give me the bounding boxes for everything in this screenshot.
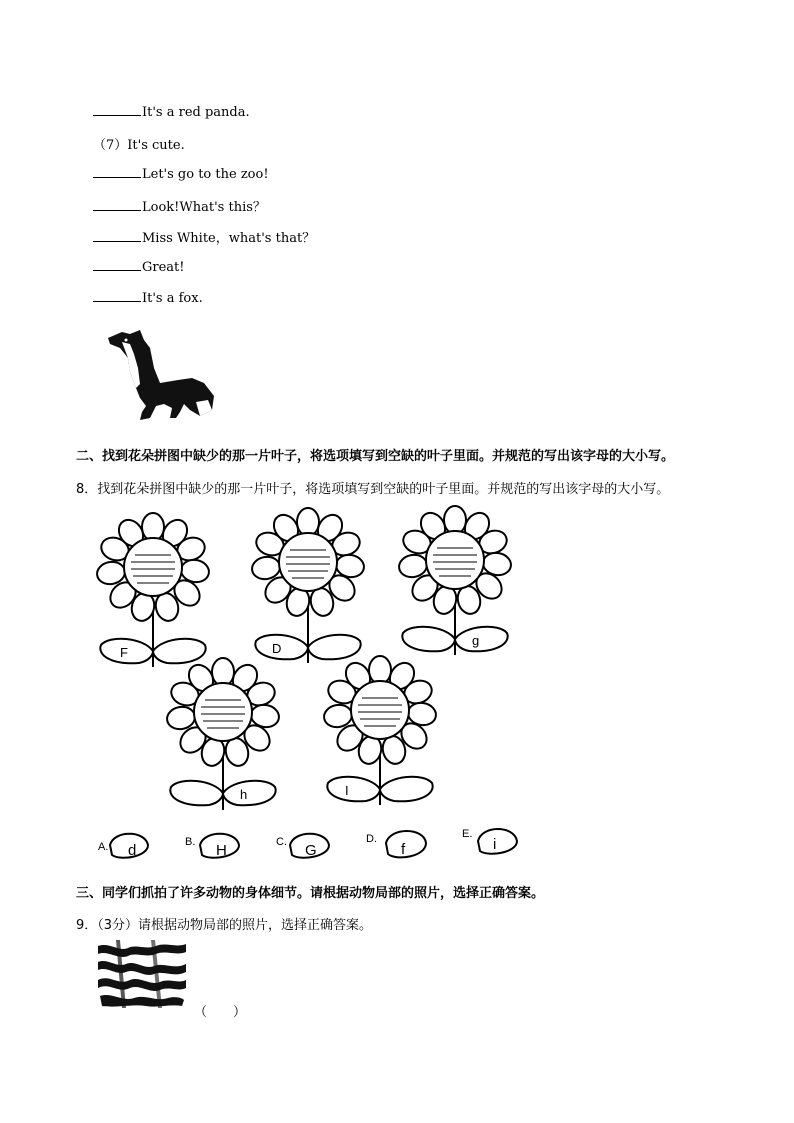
dialogue-line-5 [93, 227, 315, 246]
dialogue-text: Look!What's this？ [142, 200, 266, 215]
dialogue-line-3 [93, 165, 269, 182]
leaf-letter: I [345, 783, 349, 798]
dialogue-line-4 [93, 196, 266, 215]
dialogue-text: Miss White，what's that？ [142, 231, 316, 246]
dialogue-text: Let's go to the zoo! [142, 167, 269, 182]
option-label: A. [98, 841, 109, 853]
question-9: 9．（3分）请根据动物局部的照片，选择正确答案。 [76, 918, 373, 933]
leaf-letter: D [272, 641, 282, 656]
option-c[interactable] [276, 834, 329, 859]
answer-blank[interactable] [93, 289, 141, 302]
answer-blank[interactable] [93, 103, 141, 116]
section-2-heading: 二、找到花朵拼图中缺少的那一片叶子，将选项填写到空缺的叶子里面。并规范的写出该字母的大小写。 [76, 449, 675, 464]
option-letter: i [493, 836, 497, 853]
option-letter: H [216, 842, 227, 859]
leaf-letter: g [472, 633, 480, 648]
dialogue-text: （7）It's cute. [93, 138, 185, 153]
option-b[interactable] [185, 834, 239, 859]
option-d[interactable] [366, 831, 426, 858]
dialogue-line-7 [93, 289, 203, 306]
option-letter: f [401, 841, 406, 858]
option-label: D. [366, 833, 377, 845]
leaf-letter: h [240, 787, 248, 802]
section-3-heading: 三、同学们抓拍了许多动物的身体细节。请根据动物局部的照片，选择正确答案。 [76, 886, 545, 901]
dialogue-line-6 [93, 258, 185, 275]
answer-blank[interactable] [93, 229, 141, 242]
option-letter: d [128, 842, 137, 859]
flower-puzzle-image [90, 505, 530, 880]
dialogue-text: It's a fox. [142, 291, 203, 306]
zebra-stripes-image [96, 940, 191, 1010]
answer-blank[interactable] [93, 258, 141, 271]
fox-image [100, 328, 220, 423]
option-letter: G [305, 842, 317, 859]
leaf-letter: F [120, 645, 128, 660]
option-label: E. [462, 828, 473, 840]
option-label: B. [185, 836, 196, 848]
dialogue-line-2 [93, 134, 185, 153]
answer-blank[interactable] [93, 198, 141, 211]
option-e[interactable] [462, 828, 517, 854]
dialogue-text: Great! [142, 260, 185, 275]
dialogue-text: It's a red panda. [142, 105, 250, 120]
option-a[interactable] [98, 834, 148, 859]
answer-bracket[interactable]: （ ） [194, 1005, 247, 1020]
answer-blank[interactable] [93, 165, 141, 178]
dialogue-line-1 [93, 103, 250, 120]
option-label: C. [276, 836, 287, 848]
question-8: 8．找到花朵拼图中缺少的那一片叶子，将选项填写到空缺的叶子里面。并规范的写出该字母的大小写。 [76, 482, 670, 497]
